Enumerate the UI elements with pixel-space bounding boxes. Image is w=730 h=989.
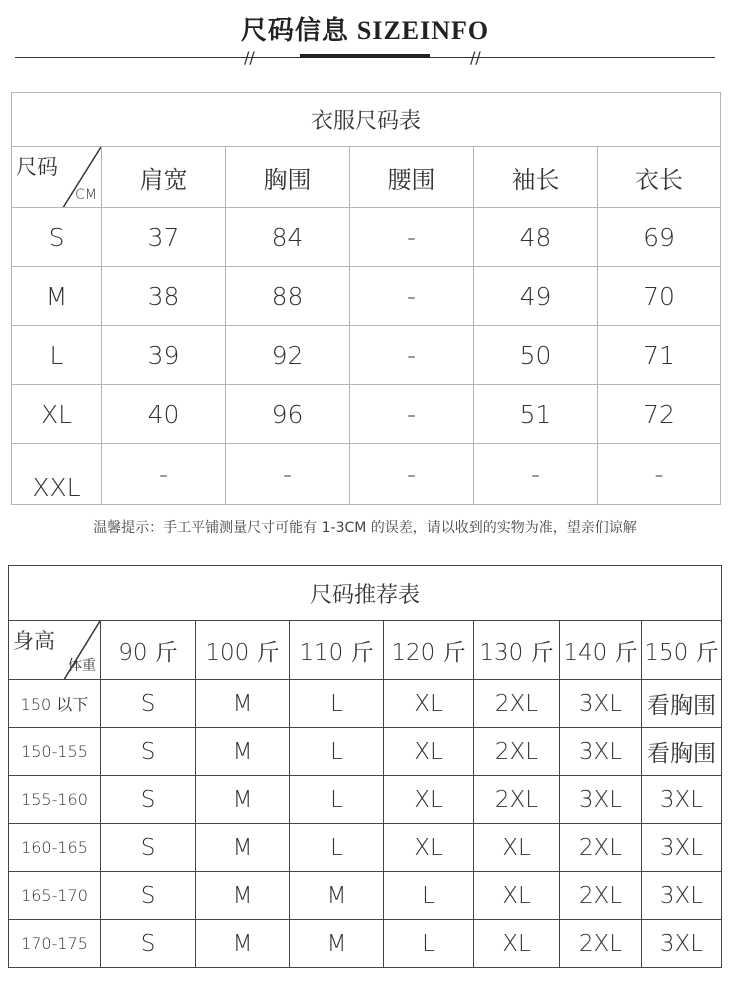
table-cell: 3XL — [642, 872, 722, 920]
table-cell: 3XL — [642, 824, 722, 872]
header-accent-bar — [300, 54, 430, 58]
column-header: 肩宽 — [102, 147, 226, 208]
size-table-caption: 衣服尺码表 — [12, 93, 721, 147]
table-cell: XL — [384, 824, 474, 872]
table-cell: 96 — [226, 385, 350, 444]
table-row — [9, 872, 722, 920]
table-cell: S — [101, 728, 196, 776]
table-cell: 2XL — [474, 680, 560, 728]
table-cell: 39 — [102, 326, 226, 385]
table-row — [12, 326, 721, 385]
table-cell: XL — [384, 680, 474, 728]
table-cell: - — [474, 444, 598, 505]
table-cell: 3XL — [560, 728, 642, 776]
table-row — [9, 776, 722, 824]
title-cn: 尺码信息 — [240, 16, 349, 46]
table-cell: 84 — [226, 208, 350, 267]
size-table-header-row — [12, 147, 721, 208]
table-cell: XL — [474, 920, 560, 968]
recommend-table-caption: 尺码推荐表 — [9, 566, 722, 621]
column-header: 140 斤 — [560, 621, 642, 680]
table-cell: 2XL — [560, 824, 642, 872]
table-cell: 看胸围 — [642, 728, 722, 776]
table-cell: 2XL — [474, 728, 560, 776]
table-cell: - — [598, 444, 721, 505]
corner-label-weight: 体重 — [68, 658, 96, 674]
table-row — [12, 385, 721, 444]
height-label: 170-175 — [9, 920, 101, 968]
table-row — [9, 824, 722, 872]
size-table — [11, 92, 721, 505]
table-cell: - — [226, 444, 350, 505]
table-cell: XL — [474, 872, 560, 920]
table-cell: - — [350, 208, 474, 267]
recommend-table — [8, 565, 722, 968]
table-row — [12, 444, 721, 505]
table-cell: XL — [384, 728, 474, 776]
table-cell: 49 — [474, 267, 598, 326]
table-cell: 72 — [598, 385, 721, 444]
measurement-note: 温馨提示：手工平铺测量尺寸可能有 1-3CM 的误差，请以收到的实物为准，望亲们谅解 — [93, 520, 637, 536]
table-cell: - — [350, 444, 474, 505]
table-cell: M — [196, 920, 290, 968]
table-cell: - — [350, 385, 474, 444]
column-header: 90 斤 — [101, 621, 196, 680]
column-header: 胸围 — [226, 147, 350, 208]
table-cell: - — [350, 326, 474, 385]
table-row — [9, 680, 722, 728]
table-cell: M — [196, 728, 290, 776]
table-cell: M — [290, 920, 384, 968]
table-cell: L — [290, 680, 384, 728]
table-cell: 看胸围 — [642, 680, 722, 728]
table-row — [9, 728, 722, 776]
table-cell: 70 — [598, 267, 721, 326]
table-cell: 3XL — [642, 920, 722, 968]
size-label: XL — [12, 385, 102, 444]
table-cell: L — [290, 776, 384, 824]
title-en: SIZEINFO — [356, 16, 490, 45]
table-cell: S — [101, 680, 196, 728]
column-header: 150 斤 — [642, 621, 722, 680]
recommend-table-header-row — [9, 621, 722, 680]
size-label: S — [12, 208, 102, 267]
table-cell: L — [290, 728, 384, 776]
table-cell: - — [102, 444, 226, 505]
table-cell: 50 — [474, 326, 598, 385]
table-cell: 69 — [598, 208, 721, 267]
table-cell: XL — [474, 824, 560, 872]
slash-mark-right: // — [470, 48, 481, 67]
table-cell: M — [196, 776, 290, 824]
table-cell: 3XL — [642, 776, 722, 824]
table-cell: L — [290, 824, 384, 872]
size-label: M — [12, 267, 102, 326]
table-cell: 3XL — [560, 776, 642, 824]
column-header: 腰围 — [350, 147, 474, 208]
table-cell: 3XL — [560, 680, 642, 728]
column-header: 袖长 — [474, 147, 598, 208]
table-cell: L — [384, 920, 474, 968]
corner-label-height: 身高 — [13, 629, 55, 653]
column-header: 110 斤 — [290, 621, 384, 680]
column-header: 100 斤 — [196, 621, 290, 680]
table-cell: 2XL — [474, 776, 560, 824]
recommend-table-corner — [9, 621, 101, 680]
table-cell: M — [290, 872, 384, 920]
table-row — [12, 208, 721, 267]
size-label: XXL — [12, 444, 102, 505]
table-cell: 2XL — [560, 872, 642, 920]
table-cell: XL — [384, 776, 474, 824]
table-cell: 38 — [102, 267, 226, 326]
table-cell: S — [101, 920, 196, 968]
table-cell: M — [196, 824, 290, 872]
height-label: 150 以下 — [9, 680, 101, 728]
column-header: 130 斤 — [474, 621, 560, 680]
height-label: 165-170 — [9, 872, 101, 920]
table-cell: M — [196, 872, 290, 920]
column-header: 120 斤 — [384, 621, 474, 680]
size-table-corner — [12, 147, 102, 208]
table-cell: - — [350, 267, 474, 326]
corner-label-size: 尺码 — [16, 155, 58, 179]
page-title — [0, 10, 730, 47]
table-cell: L — [384, 872, 474, 920]
table-cell: 48 — [474, 208, 598, 267]
table-cell: 37 — [102, 208, 226, 267]
table-cell: M — [196, 680, 290, 728]
table-cell: 88 — [226, 267, 350, 326]
table-cell: S — [101, 872, 196, 920]
height-label: 155-160 — [9, 776, 101, 824]
table-cell: 71 — [598, 326, 721, 385]
table-row — [9, 920, 722, 968]
table-cell: 51 — [474, 385, 598, 444]
column-header: 衣长 — [598, 147, 721, 208]
size-label: L — [12, 326, 102, 385]
corner-label-cm: CM — [75, 187, 97, 203]
table-cell: 2XL — [560, 920, 642, 968]
table-cell: S — [101, 776, 196, 824]
table-cell: 40 — [102, 385, 226, 444]
table-cell: 92 — [226, 326, 350, 385]
table-row — [12, 267, 721, 326]
table-cell: S — [101, 824, 196, 872]
height-label: 150-155 — [9, 728, 101, 776]
slash-mark-left: // — [244, 48, 255, 67]
height-label: 160-165 — [9, 824, 101, 872]
